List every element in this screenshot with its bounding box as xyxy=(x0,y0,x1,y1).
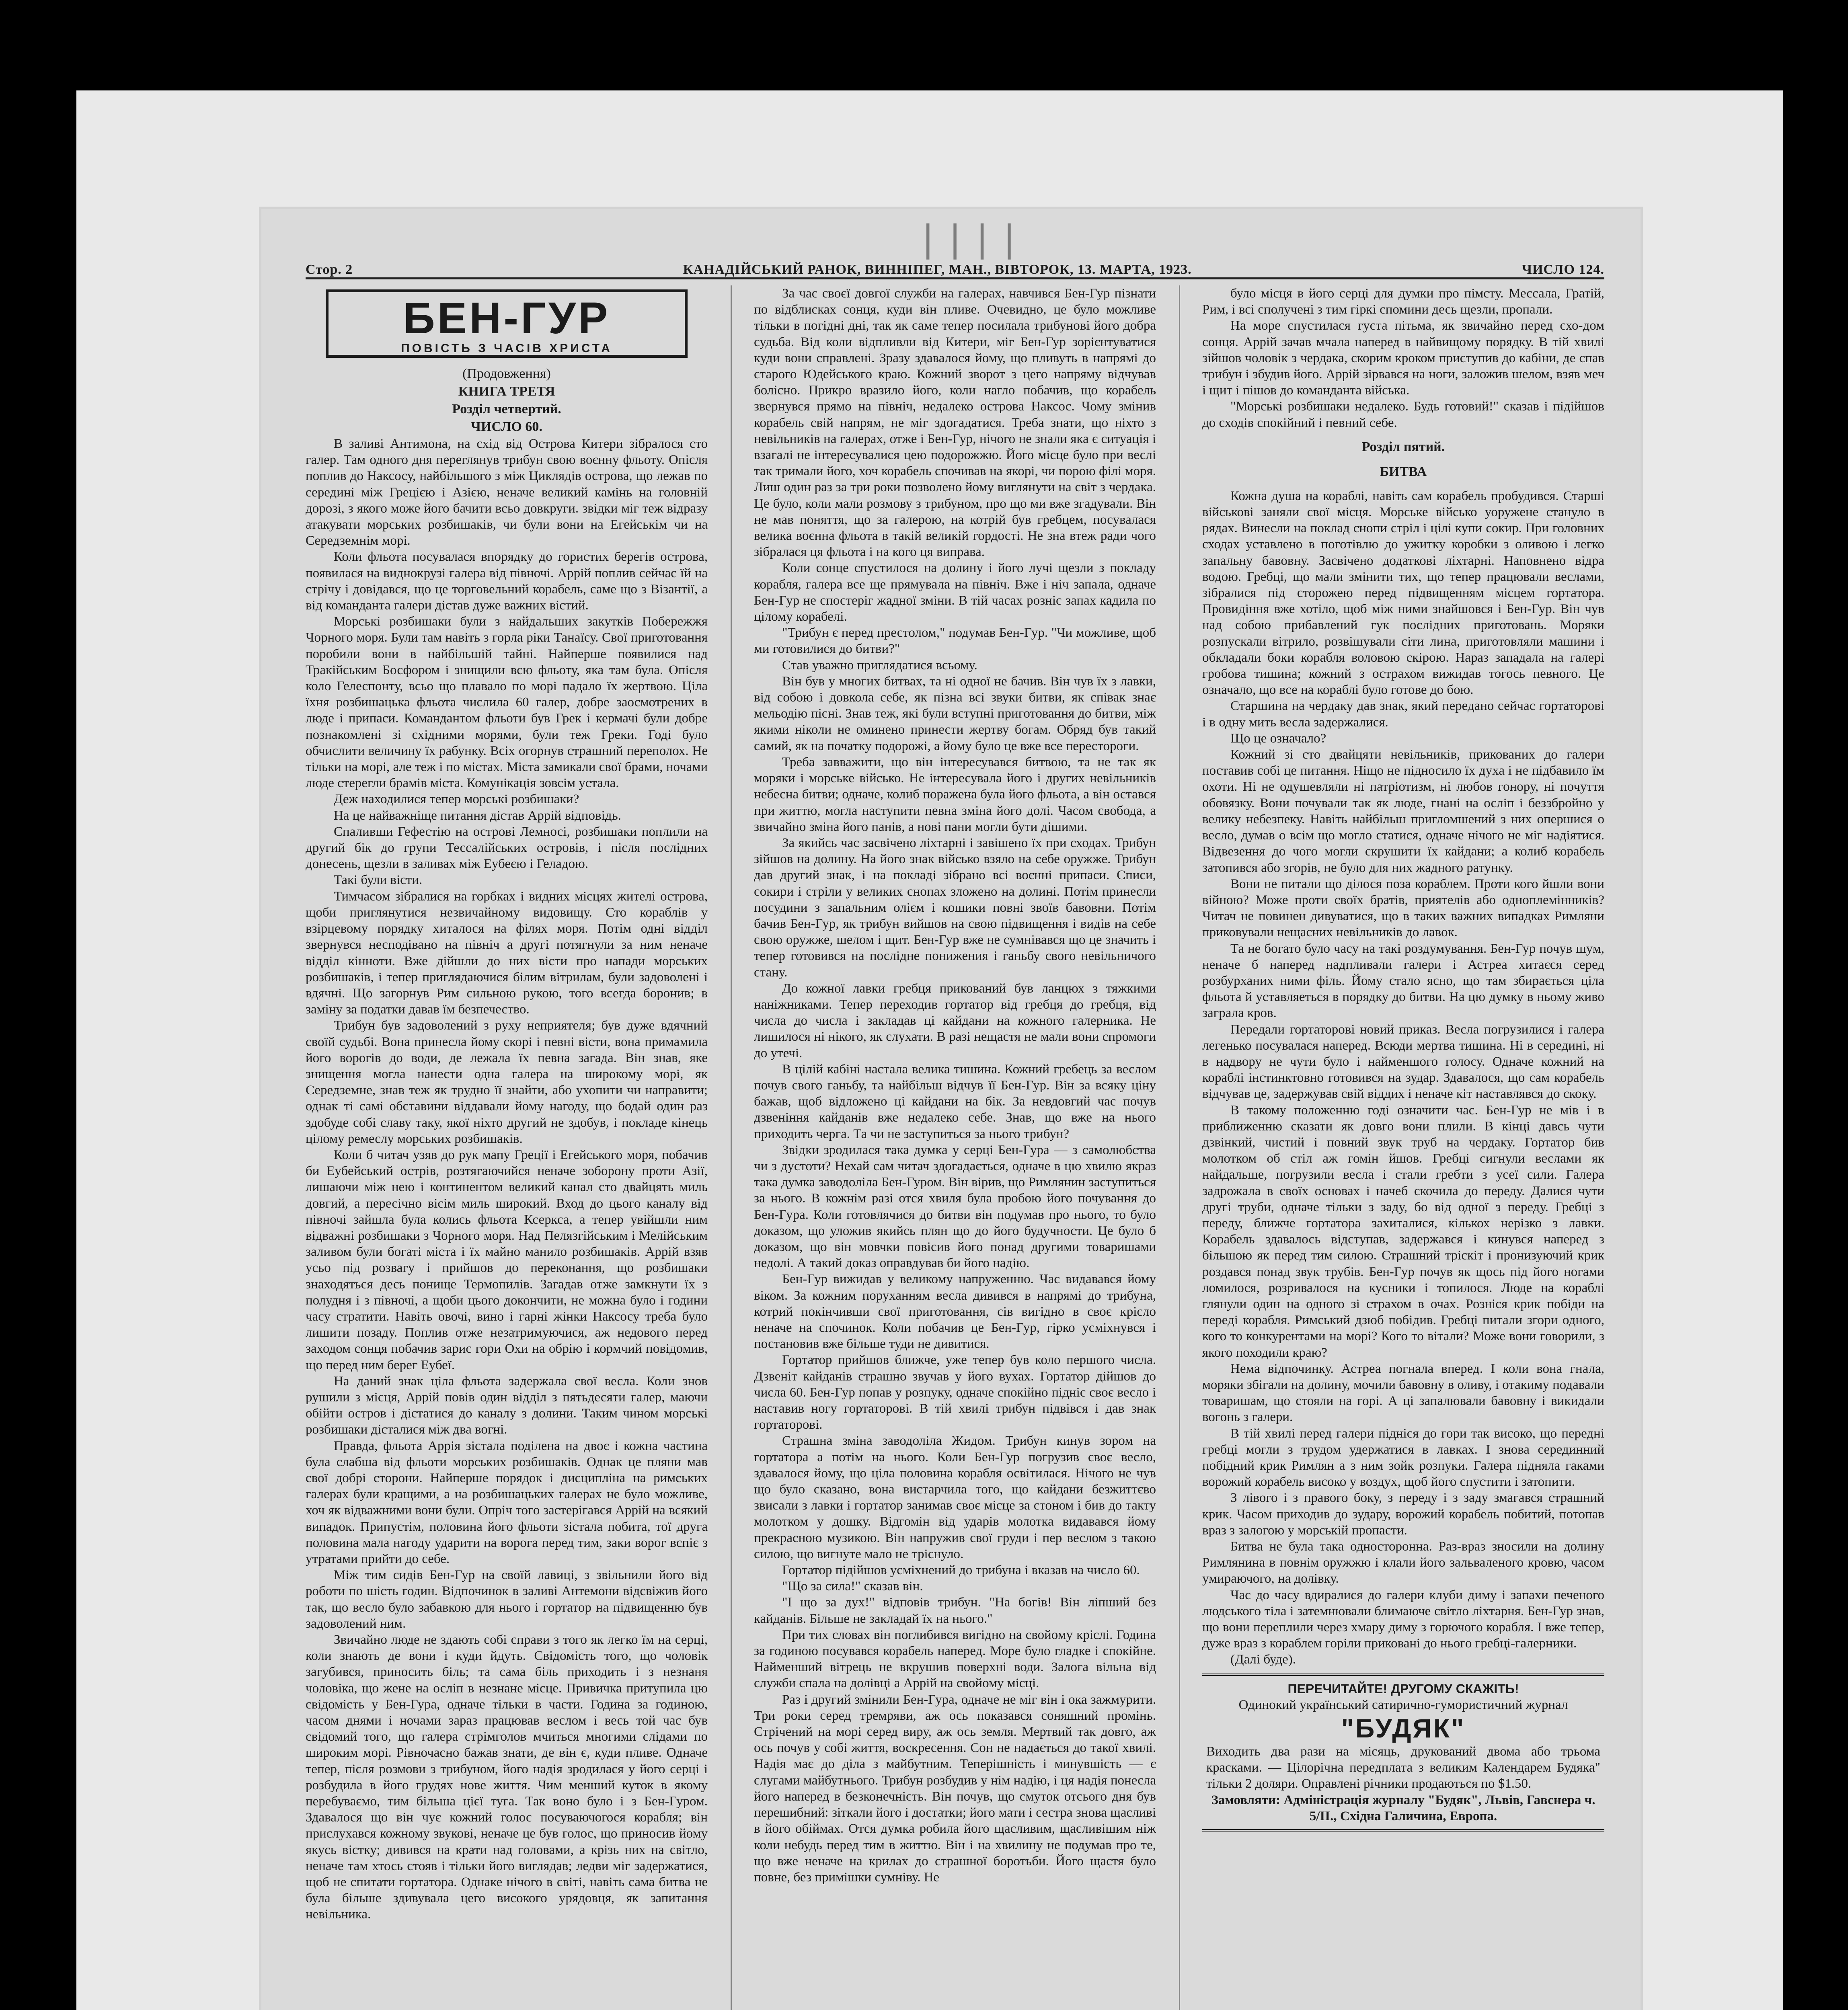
article-paragraph: було місця в його серці для думки про пімсту. Мессала, Гратій, Рим, і всі сполучені з тим гіркі спомини десь щезли, пропали. xyxy=(1202,286,1604,317)
article-paragraph: Він був у многих битвах, та ні одної не бачив. Він чув їх з лавки, від собою і довкола себе, як пізна всі звуки битви, як співак знає мельодію пісні. Знав теж, які були вступні приготовання до битви, між якими ніколи не оминено принести жертву богам. Обряд був такий самий, як на початку подорожі, а йому було це вже все перестороги. xyxy=(754,674,1156,753)
newspaper-page xyxy=(261,209,1641,2010)
continued-label: (Продовження) xyxy=(462,366,551,381)
masthead-subtitle: ПОВІСТЬ З ЧАСІВ ХРИСТА xyxy=(401,342,612,355)
chapter-label: Розділ четвертий. xyxy=(452,402,561,416)
article-paragraph: В такому положенню годі означити час. Бен-Гур не мів і в приближенню сказати як довго вони плили. В кінці давсь чути дзвінкий, чистий і повний звук труб на чердаку. Гортатор бив молотком об стіл аж гомін йшов. Гребці сигнули веслами як найдальше, погрузили весла і стали гребти з усеї сили. Галера задрожала в своїх основах і начеб скочила до переду. Далися чути другі труби, одначе тільки з заду, бо від одної з переду. Гребці з переду, ближче гортатора захиталися, кількох нерізко з лавки. Корабель здавалось відступав, задержався і кинувся наперед з більшою як перед тим силою. Страшний тріскіт і пронизуючий крик роздався понад звук трубів. Бен-Гур почув як щось під його ногами ломилося, розривалося на кусники і топилося. Люде на кораблі глянули один на одного зі страхом в очах. Розніся крик побіди на переді корабля. Римський дзюб побідив. Гребці питали згори одного, кого то конкурентами на морі? Кого то вітали? Може вони говорили, з якого походили краю? xyxy=(1202,1103,1604,1360)
article-paragraph: На море спустилася густа пітьма, як звичайно перед схо-дом сонця. Аррій зачав мчала наперед в найвищому порядку. В тій хвилі зійшов чоловік з чердака, скорим кроком приступив до кабіни, де спав трибун і збудив його. Аррій зірвався на ноги, заложив шелом, взяв меч і щит і пішов до команданта війська. xyxy=(1202,318,1604,398)
page-header xyxy=(306,253,1604,279)
article-paragraph: Вони не питали що ділося поза кораблем. Проти кого йшли вони війною? Може проти своїх братів, приятелів або одноплемінників? Читач не повинен дивуватися, що в таких важних випадках Римляни приковували нещасних невільників до лавок. xyxy=(1202,876,1604,940)
article-paragraph: Коли фльота посувалася впорядку до гористих берегів острова, появилася на виднокрузі галера від півночі. Аррій поплив сейчас їй на стрічу і довідався, що це торговельний корабель, саме що з Візантії, а від команданта галери дістав дуже важних вістий. xyxy=(306,550,708,613)
article-paragraph: За час своєї довгої служби на галерах, навчився Бен-Гур пізнати по відблисках сонця, куди він пливе. Очевидно, це було можливе тільки в погідні дні, так як саме тепер посилала трибунові його добра судьба. Від коли відпливли від Китери, міг Бен-Гур зорієнтуватися куди вони справлені. Зразу здавалося йому, що пливуть в напрямі до старого Юдейського краю. Кожний зворот з цего напряму відчував болісно. Прикро вразило його, коли нагло побачив, що корабель звернувся прямо на північ, недалеко острова Наксос. Чому змінив корабель свій напрям, не міг здогадатися. Треба знати, що ніхто з невільників на галерах, отже і Бен-Гур, нічого не знали яка є ситуація і взагалі не інтересувалися цею подорожжю. Його місце було при веслі так тримали його, хоч корабель спочивав на якорі, чи порою філі моря. Лиш один раз за три роки позволено йому виглянути на світ з чердака. Це було, коли мали розмову з трибуном, про що ми вже згадували. Він не мав поняття, що за галерою, на котрій був гребцем, посувалася велика воєнна фльота в такій великій гордості. Не зна втеж ради чого зібралася ця фльота і на кого ця виправа. xyxy=(754,286,1156,560)
article-paragraph: "Трибун є перед престолом," подумав Бен-Гур. "Чи можливе, щоб ми готовилися до битви?" xyxy=(754,626,1156,656)
article-paragraph: Час до часу вдиралися до галери клуби диму і запахи печеного людського тіла і затемнювали блимаюче світло ліхтарня. Бен-Гур знав, що вони переплили через хмару диму з горючого корабля. І вже тепер, дуже враз з кораблем горіли приковані до нього гребці-галерники. xyxy=(1202,1587,1604,1651)
ad-body: Виходить два рази на місяць, друкований двома або трьома красками. — Цілорічна передплата з великим Календарем Будяка" тільки 2 доляри. Оправлені річники продаються по $1.50. xyxy=(1206,1744,1600,1791)
ad-intro: Одинокий український сатирично-гумористичний журнал xyxy=(1238,1697,1568,1712)
column-2-body xyxy=(754,285,1156,1885)
article-paragraph: Звичайно люде не здають собі справи з того як легко їм на серці, коли знають де вони і куди йдуть. Свідомість того, що чоловік загубився, приносить біль; та сама біль приходить і з незнаня чоловіка, що жене на осліп в незнане місце. Привичка притупила цю свідомість у Бен-Гура, одначе тільки в части. Година за годиною, часом днями і ночами зараз працював веслом і весь той час був свідомий того, що галера стрімголов мчиться многими слідами по широким морі. Рівночасно бажав знати, де він є, куди пливе. Одначе тепер, після розмови з трибуном, його надія зродилася у його серці і розбудила в його грудях нове життя. Чим менший куток в якому перебуваємо, тим більша цієї туга. Так воно було і з Бен-Гуром. Здавалося що він чує кожний голос посуваючогося корабля; він прислухався кожному звукові, неначе це був голос, що приносив йому якусь вістку; дивився на крати над головами, а крізь них на світло, неначе там хтось стояв і тільки його виглядав; ледви міг задержатися, щоб не спитати гортатора. Однаке нічого в світі, навіть сама битва не була більше здивувала цего високого урядовця, як запитання невільника. xyxy=(306,1633,708,1922)
article-paragraph: Кожна душа на кораблі, навіть сам корабель пробудився. Старші військові заняли свої місця. Морське військо уоружене стануло в рядах. Винесли на поклад снопи стріл і цілі купи сокир. При головних сходах уставлено в поготівлю до ужитку коробки з оливою і легко запальну бавовну. Засвічено додаткові ліхтарні. Наповнено відра водою. Гребці, що мали змінити тих, що тепер працювали веслами, зібралися під сторожею перед підвищенням місцем гортатора. Провидіння вже хотіло, щоб між ними знайшовся і Бен-Гур. Він чув над собою прибавлений гук послідних приготовань. Моряки розпускали вітрило, розвішували сіти лина, приготовляли машини і обкладали боки корабля воловою скірою. Нараз западала на галері гробова тишина; кожний з острахом вижидав тогось певного. Це означало, що все на кораблі було готове до бою. xyxy=(1202,488,1604,697)
article-paragraph: Гортатор прийшов ближче, уже тепер був коло першого числа. Дзвеніт кайданів страшно звучав у його вухах. Гортатор дійшов до числа 60. Бен-Гур попав у розпуку, одначе спокійно підніс своє весло і наставив ногу гортаторові. В тій хвилі трибун підвівся і дав знак гортаторові. xyxy=(754,1353,1156,1432)
columns xyxy=(306,285,1604,2010)
article-paragraph: "Що за сила!" сказав він. xyxy=(782,1579,923,1594)
article-paragraph: Бен-Гур вижидав у великому напруженню. Час видавався йому віком. За кожним поруханням весла дивився в напрямі до трибуна, котрий покінчивши свої приготовання, сів вигідно в своє крісло неначе на спочинок. Коли побачив це Бен-Гур, гірко усміхнувся і постановив вже більше туди не дивитися. xyxy=(754,1272,1156,1352)
article-paragraph: Битва не була така односторонна. Раз-враз зносили на долину Римлянина в повнім оружжю і клали його зальваленого кровю, часом умираючого, на долівку. xyxy=(1202,1539,1604,1586)
masthead-title: БЕН-ГУР xyxy=(403,293,610,343)
column-rule xyxy=(1179,285,1180,2010)
column-2 xyxy=(754,285,1156,2010)
article-paragraph: "І що за дух!" відповів трибун. "На богів! Він ліпший без кайданів. Більше не закладай їх на нього." xyxy=(754,1595,1156,1626)
article-paragraph: За якийсь час засвічено ліхтарні і завішено їх при сходах. Трибун зійшов на долину. На його знак військо взяло на себе оружже. Трибун дав другий знак, і на покладі зібрано всі воєнні припаси. Списи, сокири і стріли у великих снопах зложено на долині. Потім принесли посудини з запальним олієм і кошики повні звоїв бавовни. Потім бачив Бен-Гур, як трибун вийшов на свою підвищення і видів на себе свою оружже, шелом і щит. Бен-Гур вже не сумнівався що це значить і тепер готовився на послідне понижения і ганьбу свого невільничого стану. xyxy=(754,835,1156,980)
column-rule xyxy=(731,285,732,2010)
article-paragraph: "Морські розбишаки недалеко. Будь готовий!" сказав і підійшов до сходів спокійний і певний себе. xyxy=(1202,399,1604,430)
book-label: КНИГА ТРЕТЯ xyxy=(458,384,555,399)
article-paragraph: Кожний зі сто двайцяти невільників, прикованих до галери поставив собі це питання. Ніщо не підносило їх духа і не підбавило їм охоти. Ні не одушевляли ні патріотизм, ні любов гонору, ні почуття обовязку. Вони почували так як люде, гнані на осліп і беззбройно у велику небезпеку. Навіть найбільш пригломшений з них опершися о весло, думав о всім що могло статися, одначе нічого не міг надіятися. Відвезення до чого могли скрушити їх кайдани; а колиб корабель затопився або згорів, не було для них жадного ратунку. xyxy=(1202,747,1604,875)
ad-title: "БУДЯК" xyxy=(1341,1713,1466,1743)
article-paragraph: (Далі буде). xyxy=(1230,1652,1296,1667)
column-1-body xyxy=(306,436,708,1923)
article-paragraph: Трибун був задоволений з руху неприятеля; був дуже вдячний своїй судьбі. Вона принесла йому скорі і певні вісти, вона примамила його ворогів до води, де лежала їх певна загада. Він знав, яке знищення могла нанести одна галера на широкому морі, як Середземне, знав теж як трудно її знайти, або ухопити чи направити; однак ті самі обставини віддавали йому нагоду, що бодай один раз здобуде собі славу таку, якої ніхто другий не здобув, і покладе кінець цілому ремеслу морських розбишаків. xyxy=(306,1018,708,1146)
article-paragraph: Морські розбишаки були з найдальших закутків Побережжя Чорного моря. Були там навіть з горла ріки Танаїсу. Свої приготовання поробили вони в найбільшій тайні. Найперше появилися над Тракійським Босфором і знищили всю фльоту, яка там була. Опісля коло Гелеспонту, всьо що плавало по морі падало їх жертвою. Ціла їхня розбишацька фльота числила 60 галер, добре заосмотрених в люде і припаси. Командантом фльоти був Грек і кермачі були добре познакомлені зі східними морями, були теж Греки. Годі було обчислити величину їх рабунку. Всіх огорнув страшний переполох. Не тільки на морі, але теж і по містах. Міста замикали свої брами, ночами люде стерегли брамів міста. Комунікація зовсім устала. xyxy=(306,614,708,791)
column-1 xyxy=(306,285,708,2010)
budiak-advertisement xyxy=(1202,1674,1604,1832)
paper-line: КАНАДІЙСЬКИЙ РАНОК, ВИННІПЕГ, МАН., ВІВТОРОК, 13. МАРТА, 1923. xyxy=(683,262,1192,277)
article-paragraph: Став уважно приглядатися всьому. xyxy=(782,658,977,673)
article-paragraph: Спаливши Гефестію на острові Лемносі, розбишаки поплили на другий бік до групи Тессалійських островів, і після послідних донесень, щезли в заливах між Eубеєю і Геладою. xyxy=(306,824,708,872)
article-paragraph: Деж находилися тепер морські розбишаки? xyxy=(334,792,579,807)
article-paragraph: В цілій кабіні настала велика тишина. Кожний гребець за веслом почув свого ганьбу, та найбільш відчув її Бен-Гур. Він за всяку ціну бажав, щоб відложено ці кайдани на бік. За невдовгий час почув дзвеніння кайданів вже недалеко себе. Знав, що вже на нього приходить черга. Та чи не заступиться за нього трибун? xyxy=(754,1062,1156,1141)
ad-order: Замовляти: Адміністрація журналу "Будяк", Львів, Гавснера ч. 5/II., Східна Галичина, Европа. xyxy=(1211,1793,1595,1823)
film-marks: ❘❘❘❘ xyxy=(913,219,1021,259)
page-label: Стор. 2 xyxy=(306,262,353,277)
article-paragraph: Звідки зродилася така думка у серці Бен-Гура — з самолюбства чи з дустоти? Нехай сам читач здогадається, одначе в цю хвилю якраз така думка заводоліла Бен-Гуром. Він вірив, що Римлянин заступиться за нього. В кожнім разі отся хвиля була пробою його почування до Бен-Гура. Коли готовлячися до битви він подумав про нього, то було доказом, що уложив якийсь плян що до його будучности. Це було б доказом, що він мовчки повісив його понад другими товаришами недолі. А такий доказ оправдував би його надію. xyxy=(754,1142,1156,1271)
article-paragraph: Такі були вісти. xyxy=(334,873,423,888)
article-paragraph: На даний знак ціла фльота задержала свої весла. Коли знов рушили з місця, Аррій повів один відділ з пятьдесяти галер, маючи обійти остров і дістатися до каналу з долини. Таким чином морські розбишаки дісталися між два вогні. xyxy=(306,1374,708,1437)
article-paragraph: Треба завважити, що він інтересувався битвою, та не так як моряки і морське військо. Не інтересувала його і других невільників небесна битви; одначе, колиб поражена була його фльота, а він остався при життю, могла наступити певна зміна його долі. Часом свобода, а звичайно зміна його панів, а нові пани могли бути дішими. xyxy=(754,755,1156,834)
article-paragraph: Тимчасом зібралися на горбках і видних місцях жителі острова, щоби приглянутися незвичайному видовищу. Сто кораблів у взірцевому порядку хиталося на філях моря. Потім одні відділ звернувся несподівано на північ а другі потягнули за ним неначе відділ кінноти. Вже дійшли до них вісти про напади морських розбишаків, і тепер приглядаючися білим вітрилам, були задоволені і вдячні. Що загорнув Рим сильною рукою, того всегда боронив; в заміну за податки давав їм безпечество. xyxy=(306,889,708,1017)
ad-headline: ПЕРЕЧИТАЙТЕ! ДРУГОМУ СКАЖІТЬ! xyxy=(1287,1681,1519,1696)
issue-label: ЧИСЛО 124. xyxy=(1522,262,1604,277)
article-paragraph: Між тим сидів Бен-Гур на своїй лавиці, з звільнили його від роботи по шість годин. Відпочинок в заливі Антемони відсвіжив його так, що весло було забавкою для нього і гортатор на підвищенню був задоволений ним. xyxy=(306,1568,708,1631)
article-paragraph: Старшина на чердаку дав знак, який передано сейчас гортаторові і в одну мить весла задержалися. xyxy=(1202,699,1604,730)
article-paragraph: Нема відпочинку. Астреа погнала вперед. І коли вона гнала, моряки збігали на долину, мочили бавовну в оливу, і отакиму подавали товаришам, що стояли на горі. А ці запалювали бавовну і викидали вогонь з галери. xyxy=(1202,1361,1604,1425)
masthead-box xyxy=(326,289,688,358)
article-paragraph: Передали гортаторові новий приказ. Весла погрузилися і галера легенько посувалася наперед. Всюди мертва тишина. Ні в середині, ні в надвору не чути було і найменшого голосу. Одначе кожний на кораблі інстинктовно готовився на зудар. Здавалося, що сам корабель відчував це, задержував свій віддих і неначе кіт наставлявся до скоку. xyxy=(1202,1022,1604,1101)
article-paragraph: Гортатор підійшов усміхнений до трибуна і вказав на число 60. xyxy=(782,1563,1140,1578)
column-3 xyxy=(1202,285,1604,2010)
article-paragraph: В тій хвилі перед галери підніся до гори так високо, що передні гребці могли з трудом удержатися в лавках. І знова серединний побідний крик Римлян а з ним зойк розпуки. Галера підняла гаками ворожий корабель високо у воздух, щоб його спустити і затопити. xyxy=(1202,1426,1604,1489)
article-paragraph: Коли б читач узяв до рук мапу Греції і Егейського моря, побачив би Eубейський острів, розтягаючийся неначе зоборону проти Азії, лишаючи між нею і континентом великий канал сто двайцять миль довгий, а пересічно вісім миль широкий. Вход до цього каналу від півночі зайшла була колись фльота Ксеркса, а тепер увійшли ним відважні розбишаки з Чорного моря. Над Пелязгійським і Мелійським заливом були богаті міста і їх майно манило розбишаків. Аррій взяв усьо під розвагу і прийшов до переконання, що розбишаки знаходяться десь понище Термопилів. Загадав отже замкнути їх з полудня і з півночі, а щоби цього докончити, не можна було і години часу стратити. Навіть овочі, вино і гарні жінки Наксосу треба було лишити позаду. Поплив отже незатримуючися, аж недового перед заходом сонця побачив зарис гори Охи на обрію і кормчий повідомив, що перед ним берег Eубеї. xyxy=(306,1147,708,1372)
article-paragraph: До кожної лавки гребця прикований був ланцюх з тяжкими наніжниками. Тепер переходив гортатор від гребця до гребця, від числа до числа і закладав ці кайдани на кожного галерника. Не лишилося ні нікого, як слухати. В разі нещастя не мали вони спромоги до утечі. xyxy=(754,981,1156,1060)
article-paragraph: Раз і другий змінили Бен-Гура, одначе не міг він і ока зажмурити. Три роки серед тремряви, аж ось показався соняшний промінь. Стрічений на морі серед виру, аж ось земля. Мертвий так довго, аж ось почув у собі життя, воскресення. Сон не надається до такої хвилі. Надія має до діла з майбутним. Теперішність і минувшість — є слугами майбутнього. Трибун розбудив у нім надію, і ця надія понесла його наперед в безконечність. Він почув, що смуток отсього дня був перешибний: зіткали його і достатки; його мати і сестра знова щасливі в його обіймах. Отся думка робила його щасливим, щасливішим ніж коли небудь перед тим в життю. Він і на хвилину не подумав про те, що вже неначе на крилах до страшної боротьби. Його щастя було повне, без примішки сумніву. Не xyxy=(754,1692,1156,1885)
article-paragraph: Та не богато було часу на такі роздумування. Бен-Гур почув шум, неначе б наперед надпливали галери і Астреа хитаєся серед розбурханих ними філь. Йому стало ясно, що там збирається ціла фльота й уставляеться в порядку до битви. На цю думку в ньому живо заграла кров. xyxy=(1202,941,1604,1021)
chapter-5-title: БИТВА xyxy=(1380,464,1427,479)
column-3-top xyxy=(1202,285,1604,431)
article-paragraph: Правда, фльота Аррія зістала поділена на двоє і кожна частина була слабша від фльоти морських розбишаків. Однак це пляни мав свої добрі сторони. Найперше порядок і дисципліна на римських галерах були кращими, а на розбишацьких галерах не було можливе, хоч як відважними вони були. Опріч того застерігався Аррій на всякий випадок. Припустім, половина його фльоти зістала побита, тої друга половина мала нагоду ударити на ворога перед тим, заки ворог вспіє з утратами прийти до себе. xyxy=(306,1438,708,1567)
article-paragraph: З лівого і з правого боку, з переду і з заду змагався страшний крик. Часом приходив до зудару, ворожий корабель побитий, потопав враз з залогою у морській пропасти. xyxy=(1202,1491,1604,1538)
article-paragraph: Коли сонце спустилося на долину і його лучі щезли з покладу корабля, галера все ще прямувала на північ. Вже і ніч запала, одначе Бен-Гур не спостеріг жадної зміни. В тій часах розніс запах кадила по цілому корабелі. xyxy=(754,561,1156,624)
article-paragraph: При тих словах він поглибився вигідно на свойому кріслі. Година за годиною посувався корабель наперед. Море було гладке і спокійне. Найменший вітрець не вкрушив поверхні води. Залога вільна від служби спала на долівці а Аррій на свойому місці. xyxy=(754,1627,1156,1691)
article-paragraph: Страшна зміна заводоліла Жидом. Трибун кинув зором на гортатора а потім на нього. Коли Бен-Гур погрузив своє весло, здавалося йому, що ціла половина корабля освітилася. Нічого не чув що було сказано, вона вистарчила того, що кайдани безжиттєво звисали з лавки і гортатор занимав своє місце за стоном і бив до такту молотком у дошку. Відгомін від ударів молотка видавався йому прекрасною музикою. Він напружив свої груди і пер веслом з такою силою, що вигнуте мало не тріснуло. xyxy=(754,1434,1156,1561)
article-paragraph: На це найважніще питання дістав Аррій відповідь. xyxy=(334,808,621,823)
article-paragraph: Що це означало? xyxy=(1230,731,1326,746)
number-label: ЧИСЛО 60. xyxy=(471,419,542,434)
article-paragraph: В заливі Антимона, на схід від Острова Китери зібралося сто галер. Там одного дня переглянув трибун свою воєнну фльоту. Опісля поплив до Наксосу, найбільшого з між Циклядів острова, що лежав по середині між Грецією і Азією, неначе великий камінь на головній дорозі, з якого може його бачити всьо довкруги. звідки міг теж відразу атакувати морських розбишаків, чи були вони на Егейськім чи на Середземнім морі. xyxy=(306,437,708,548)
chapter-5-label: Розділ пятий. xyxy=(1361,439,1445,454)
column-3-bottom xyxy=(1202,488,1604,1668)
